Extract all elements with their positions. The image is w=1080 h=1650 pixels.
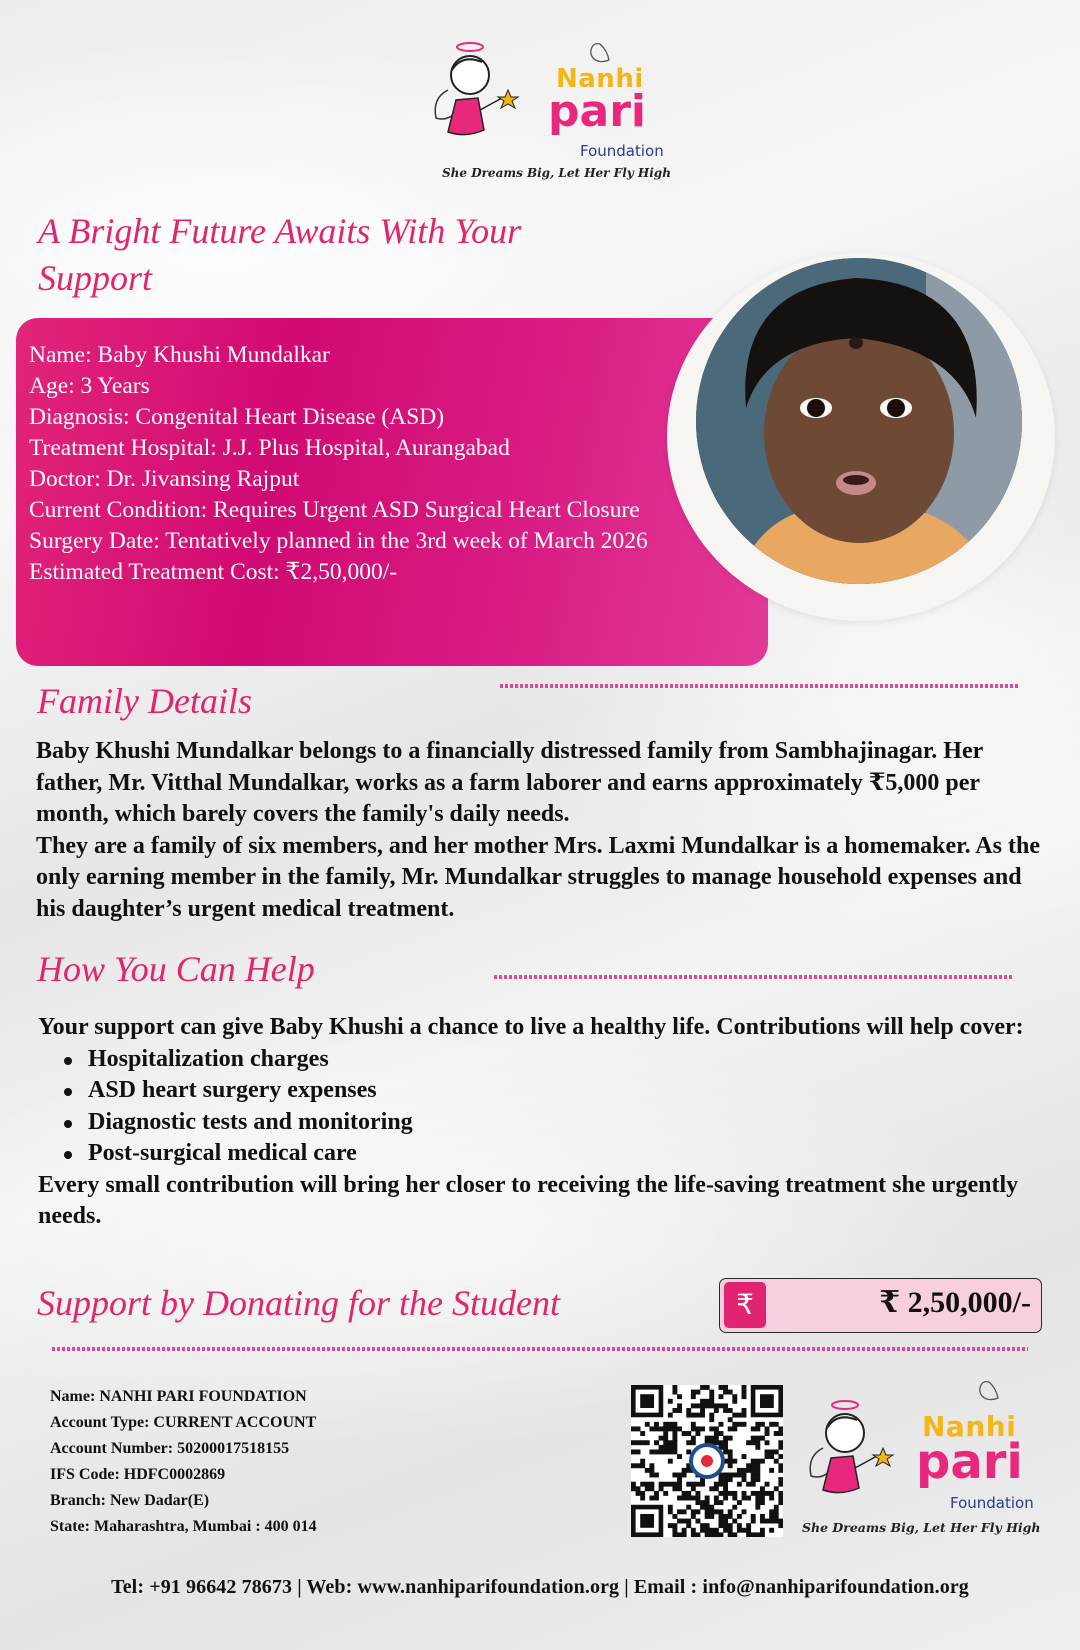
child-photo — [696, 258, 1022, 584]
page-title: A Bright Future Awaits With Your Support — [38, 211, 522, 298]
help-section-text — [38, 1012, 1058, 1233]
bank-account-number: Account Number: 50200017518155 — [50, 1440, 290, 1457]
section-divider — [500, 684, 1020, 688]
family-paragraph-1: Baby Khushi Mundalkar belongs to a financially distressed family from Sambhajinagar. Her father, Mr. Vitthal Mundalkar, works as a farm laborer and earns approximately ₹5,000 per month, which barely covers the family's daily needs. — [36, 738, 983, 827]
logo-tagline: She Dreams Big, Let Her Fly High — [442, 166, 671, 180]
logo-word-foundation: Foundation — [950, 1494, 1034, 1512]
section-divider — [494, 975, 1014, 979]
bank-account-type: Account Type: CURRENT ACCOUNT — [50, 1414, 317, 1431]
help-list-item: ASD heart surgery expenses — [38, 1075, 1058, 1107]
contact-footer: Tel: +91 96642 78673 | Web: www.nanhiparifoundation.org | Email : info@nanhiparifoundation.org — [111, 1576, 969, 1598]
section-divider — [52, 1347, 1028, 1351]
patient-condition: Current Condition: Requires Urgent ASD Surgical Heart Closure — [29, 497, 640, 523]
logo-tagline: She Dreams Big, Let Her Fly High — [802, 1520, 1041, 1535]
logo-word-nanhi: Nanhi — [922, 1410, 1017, 1443]
help-list — [38, 1044, 1058, 1170]
bird-icon — [587, 40, 611, 66]
patient-name: Name: Baby Khushi Mundalkar — [29, 342, 330, 368]
help-intro: Your support can give Baby Khushi a chance to live a healthy life. Contributions will help cover: — [38, 1014, 1024, 1040]
help-list-item: Hospitalization charges — [38, 1044, 1058, 1076]
logo-word-foundation: Foundation — [580, 142, 664, 160]
help-list-item: Post-surgical medical care — [38, 1138, 1058, 1170]
patient-info-card — [16, 318, 768, 666]
patient-age: Age: 3 Years — [29, 373, 150, 399]
donate-heading: Support by Donating for the Student — [37, 1283, 560, 1323]
bank-ifsc-code: IFS Code: HDFC0002869 — [50, 1466, 226, 1483]
help-list-item: Diagnostic tests and monitoring — [38, 1107, 1058, 1139]
logo-word-pari: pari — [916, 1434, 1023, 1490]
how-you-can-help-heading: How You Can Help — [37, 949, 315, 989]
donation-amount-box — [719, 1278, 1042, 1333]
bank-state: State: Maharashtra, Mumbai : 400 014 — [50, 1518, 317, 1535]
family-details-text — [36, 736, 1046, 925]
logo-word-nanhi: Nanhi — [556, 64, 644, 94]
bird-icon — [976, 1378, 1000, 1404]
family-paragraph-2: They are a family of six members, and her mother Mrs. Laxmi Mundalkar is a homemaker. As the only earning member in the family, Mr. Mundalkar struggles to manage household expenses and his daughter’s urgent medical treatment. — [36, 832, 1040, 922]
patient-diagnosis: Diagnosis: Congenital Heart Disease (ASD) — [29, 404, 445, 430]
patient-surgery-date: Surgery Date: Tentatively planned in the 3rd week of March 2026 — [29, 528, 648, 554]
rupee-icon: ₹ — [724, 1282, 766, 1328]
bank-account-name: Name: NANHI PARI FOUNDATION — [50, 1388, 307, 1405]
patient-doctor: Doctor: Dr. Jivansing Rajput — [29, 466, 300, 492]
foundation-logo-top — [430, 40, 671, 190]
payment-qr-code[interactable] — [631, 1385, 783, 1537]
foundation-logo-bottom — [800, 1378, 1040, 1538]
patient-hospital: Treatment Hospital: J.J. Plus Hospital, Aurangabad — [29, 435, 510, 461]
bank-logo-icon — [689, 1443, 725, 1479]
help-closing: Every small contribution will bring her closer to receiving the life-saving treatment she urgently needs. — [38, 1171, 1019, 1229]
family-details-heading: Family Details — [37, 681, 252, 721]
fairy-illustration-icon — [430, 40, 550, 150]
bank-details — [50, 1384, 317, 1540]
logo-word-pari: pari — [548, 86, 646, 137]
patient-treatment-cost: Estimated Treatment Cost: ₹2,50,000/- — [29, 559, 398, 585]
donation-amount: ₹ 2,50,000/- — [879, 1286, 1031, 1319]
bank-branch: Branch: New Dadar(E) — [50, 1492, 210, 1509]
fairy-illustration-icon — [805, 1398, 925, 1508]
